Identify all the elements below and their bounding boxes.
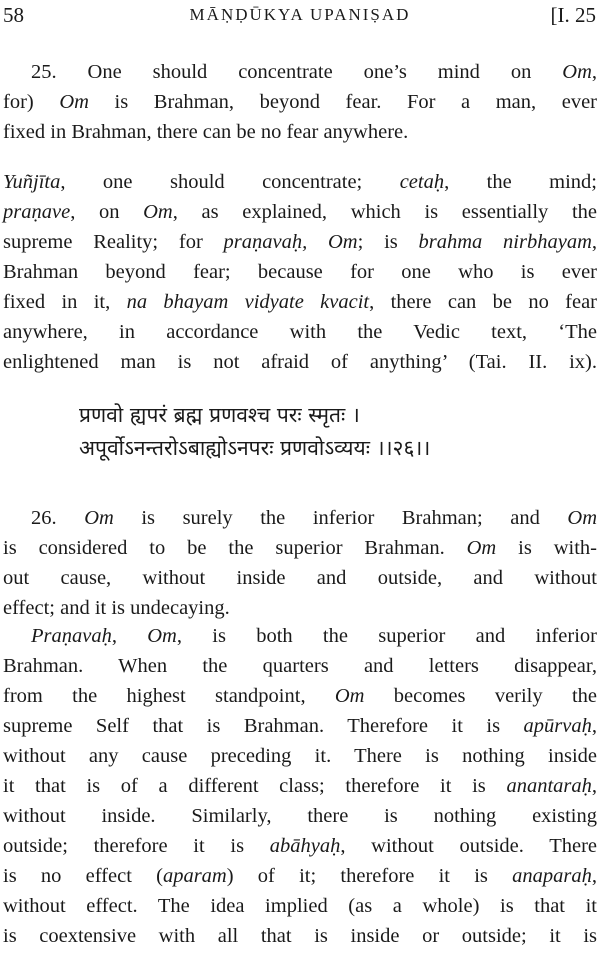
- text-line: [3, 621, 597, 651]
- text-run: , is both the superior and inferior: [176, 625, 597, 647]
- text-line: [3, 347, 597, 377]
- text-line: [3, 651, 597, 681]
- text-run: ,: [591, 865, 597, 887]
- text-run: ) of it; therefore it is: [226, 865, 513, 887]
- sanskrit-verse-26: [79, 399, 579, 465]
- italic-term: Om: [334, 685, 365, 707]
- italic-term: Om: [562, 61, 592, 83]
- text-run: ,: [591, 775, 597, 797]
- page-number: 58: [3, 3, 24, 27]
- text-line: [3, 287, 597, 317]
- text-line: [3, 87, 597, 117]
- text-run: without inside. Similarly, there is nothing existing: [3, 805, 597, 827]
- text-run: is with-: [496, 537, 597, 559]
- italic-term: praṇavaḥ, Om: [223, 231, 358, 253]
- italic-term: Yuñjīta: [3, 171, 61, 193]
- text-line: [3, 503, 597, 533]
- text-run: Brahman beyond fear; because for one who is ever: [3, 261, 597, 283]
- italic-term: brahma nirbhayam: [418, 231, 592, 253]
- italic-term: aparam: [162, 865, 227, 887]
- text-run: Brahman. When the quarters and letters disappear,: [3, 655, 597, 677]
- text-run: , there can be no fear: [369, 291, 597, 313]
- text-line: [3, 681, 597, 711]
- text-run: ,: [591, 231, 597, 253]
- verse-26-translation: [3, 503, 597, 623]
- text-run: from the highest standpoint,: [3, 685, 335, 707]
- text-run: supreme Self that is Brahman. Therefore it is: [3, 715, 524, 737]
- text-line: [3, 771, 597, 801]
- text-run: , the mind;: [444, 171, 597, 193]
- text-line: [3, 317, 597, 347]
- italic-term: abāhyaḥ: [269, 835, 341, 857]
- verse-26-commentary: [3, 621, 597, 951]
- text-run: is coextensive with all that is inside or outside; it is: [3, 925, 597, 947]
- text-line: [3, 197, 597, 227]
- italic-term: apūrvaḥ: [523, 715, 592, 737]
- italic-term: Om: [567, 507, 597, 529]
- text-line: [3, 533, 597, 563]
- text-run: anywhere, in accordance with the Vedic text, ‘The: [3, 321, 597, 343]
- text-line: [3, 563, 597, 593]
- text-run: is considered to be the superior Brahman.: [3, 537, 467, 559]
- text-run: out cause, without inside and outside, and without: [3, 567, 597, 589]
- italic-term: anantaraḥ: [506, 775, 592, 797]
- italic-term: Om: [143, 201, 173, 223]
- running-header: [0, 0, 600, 30]
- verse-25-commentary: [3, 167, 597, 377]
- italic-term: Om: [466, 537, 497, 559]
- running-title: MĀṆḌŪKYA UPANIṢAD: [189, 5, 411, 24]
- text-run: becomes verily the: [364, 685, 597, 707]
- text-run: supreme Reality; for: [3, 231, 224, 253]
- text-line: [3, 167, 597, 197]
- text-run: fixed in Brahman, there can be no fear anywhere.: [3, 121, 409, 143]
- text-run: , one should concentrate;: [60, 171, 400, 193]
- text-line: [3, 831, 597, 861]
- italic-term: Om: [84, 507, 114, 529]
- text-line: [3, 227, 597, 257]
- text-run: ; is: [357, 231, 419, 253]
- text-line: [3, 711, 597, 741]
- text-run: for): [3, 91, 60, 113]
- text-run: enlightened man is not afraid of anything’ (Tai. II. ix).: [3, 351, 597, 373]
- text-line: [3, 801, 597, 831]
- section-reference: [I. 25: [550, 3, 596, 27]
- text-run: 26.: [31, 507, 85, 529]
- verse-25-translation: [3, 57, 597, 147]
- text-run: , as explained, which is essentially the: [172, 201, 598, 223]
- text-line: [3, 117, 597, 147]
- text-run: ,: [591, 61, 597, 83]
- text-run: effect; and it is undecaying.: [3, 597, 230, 619]
- text-line: [3, 861, 597, 891]
- text-run: is Brahman, beyond fear. For a man, ever: [88, 91, 598, 113]
- text-line: [3, 593, 597, 623]
- text-run: it that is of a different class; therefore it is: [3, 775, 507, 797]
- text-line: [3, 891, 597, 921]
- text-run: , on: [70, 201, 144, 223]
- italic-term: cetaḥ: [399, 171, 445, 193]
- text-line: [3, 257, 597, 287]
- text-line: [3, 57, 597, 87]
- italic-term: Om: [147, 625, 177, 647]
- italic-term: anaparaḥ: [512, 865, 592, 887]
- italic-term: Om: [59, 91, 89, 113]
- italic-term: praṇave: [3, 201, 71, 223]
- italic-term: Praṇavaḥ: [31, 625, 112, 647]
- verse-line-2: अपूर्वोऽनन्तरोऽबाह्योऽनपरः प्रणवोऽव्ययः ।।२६।।: [79, 436, 431, 460]
- text-run: is no effect (: [3, 865, 163, 887]
- text-run: ,: [111, 625, 148, 647]
- text-run: ,: [591, 715, 597, 737]
- text-run: 25. One should concentrate one’s mind on: [31, 61, 563, 83]
- text-run: outside; therefore it is: [3, 835, 270, 857]
- text-run: , without outside. There: [340, 835, 597, 857]
- text-run: without any cause preceding it. There is nothing inside: [3, 745, 597, 767]
- italic-term: na bhayam vidyate kvacit: [126, 291, 370, 313]
- text-run: fixed in it,: [3, 291, 127, 313]
- text-line: [3, 921, 597, 951]
- text-line: [3, 741, 597, 771]
- text-run: without effect. The idea implied (as a whole) is that it: [3, 895, 597, 917]
- verse-line-1: प्रणवो ह्यपरं ब्रह्म प्रणवश्च परः स्मृतः ।: [79, 403, 360, 427]
- text-run: is surely the inferior Brahman; and: [113, 507, 568, 529]
